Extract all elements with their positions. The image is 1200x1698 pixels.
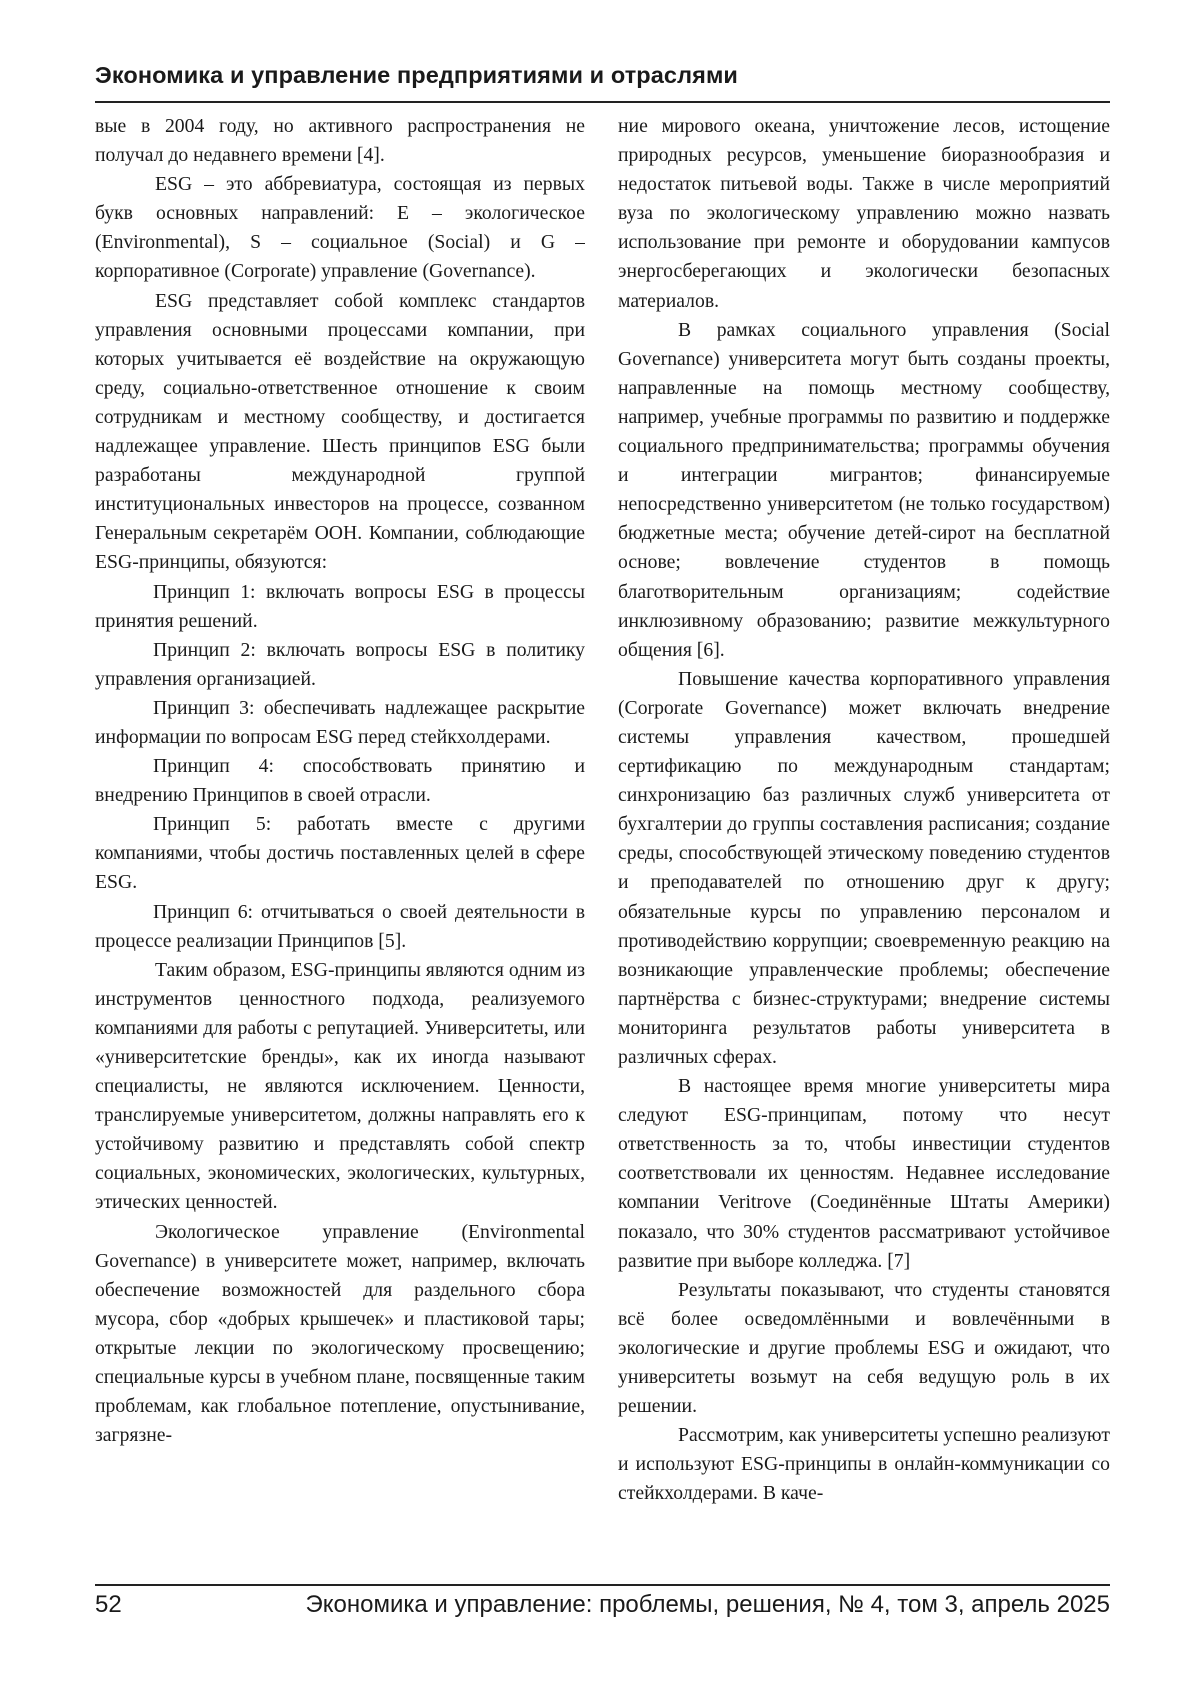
running-header: Экономика и управление предприятиями и отраслями — [95, 62, 738, 88]
principle-item: Принцип 6: отчитываться о своей деятельности в процессе реализации Принципов [5]. — [95, 900, 585, 952]
paragraph: вые в 2004 году, но активного распространения не получал до недавнего времени [4]. — [95, 115, 585, 167]
paragraph: В рамках социального управления (Social Governance) университета могут быть созданы проекты, направленные на помощь местному сообществу, например, учебные программы по развитию и поддержке социального предпринимательства; программы обучения и интеграции мигрантов; финансируемые непосредственно университетом (не только государством) бюджетные места; обучение детей-сирот на бесплатной основе; вовлечение студентов в помощь благотворительным организациям; содействие инклюзивному образованию; развитие межкультурного общения [6]. — [618, 318, 1110, 661]
journal-citation: Экономика и управление: проблемы, решения, № 4, том 3, апрель 2025 — [305, 1591, 1110, 1618]
principle-item: Принцип 2: включать вопросы ESG в политику управления организацией. — [95, 638, 585, 690]
principle-item: Принцип 3: обеспечивать надлежащее раскрытие информации по вопросам ESG перед стейкхолдерами. — [95, 696, 585, 748]
left-column — [95, 112, 585, 1557]
paragraph: Рассмотрим, как университеты успешно реализуют и используют ESG-принципы в онлайн-коммуникации со стейкхолдерами. В каче- — [618, 1424, 1110, 1505]
principle-item: Принцип 5: работать вместе с другими компаниями, чтобы достичь поставленных целей в сфере ESG. — [95, 813, 585, 894]
paragraph: Таким образом, ESG-принципы являются одним из инструментов ценностного подхода, реализуемого компаниями для работы с репутацией. Университеты, или «университетские бренды», как их иногда называют специалисты, не являются исключением. Ценности, транслируемые университетом, должны направлять его к устойчивому развитию и представлять собой спектр социальных, экономических, экологических, культурных, этических ценностей. — [95, 958, 585, 1214]
paragraph: ESG представляет собой комплекс стандартов управления основными процессами компании, при которых учитывается её воздействие на окружающую среду, социально-ответственное отношение к своим сотрудникам и местному сообществу, и достигается надлежащее управление. Шесть принципов ESG были разработаны международной группой институциональных инвесторов на процессе, созванном Генеральным секретарём ООН. Компании, соблюдающие ESG-принципы, обязуются: — [95, 289, 585, 574]
paragraph: Повышение качества корпоративного управления (Corporate Governance) может включать внедрение системы управления качеством, прошедшей сертификацию по международным стандартам; синхронизацию баз различных служб университета от бухгалтерии до группы составления расписания; создание среды, способствующей этическому поведению студентов и преподавателей по отношению друг к другу; обязательные курсы по управлению персоналом и противодействию коррупции; своевременную реакцию на возникающие управленческие проблемы; обеспечение партнёрства с бизнес-структурами; внедрение системы мониторинга результатов работы университета в различных сферах. — [618, 667, 1110, 1068]
principle-item: Принцип 4: способствовать принятию и внедрению Принципов в своей отрасли. — [95, 755, 585, 807]
paragraph: ние мирового океана, уничтожение лесов, истощение природных ресурсов, уменьшение биоразнообразия и недостаток питьевой воды. Также в числе мероприятий вуза по экологическому управлению можно назвать использование при ремонте и оборудовании кампусов энергосберегающих и экологически безопасных материалов. — [618, 115, 1110, 312]
paragraph: Экологическое управление (Environmental Governance) в университете может, например, включать обеспечение возможностей для раздельного сбора мусора, сбор «добрых крышечек» и пластиковой тары; открытые лекции по экологическому просвещению; специальные курсы в учебном плане, посвященные таким проблемам, как глобальное потепление, опустынивание, загрязне- — [95, 1220, 585, 1447]
paragraph: Результаты показывают, что студенты становятся всё более осведомлёнными и вовлечёнными в экологические и другие проблемы ESG и ожидают, что университеты возьмут на себя ведущую роль в их решении. — [618, 1278, 1110, 1418]
principle-item: Принцип 1: включать вопросы ESG в процессы принятия решений. — [95, 580, 585, 632]
right-column — [618, 112, 1110, 1557]
footer-rule — [95, 1584, 1110, 1586]
paragraph: В настоящее время многие университеты мира следуют ESG-принципам, потому что несут ответственность за то, чтобы инвестиции студентов соответствовали их ценностям. Недавнее исследование компании Veritrove (Соединённые Штаты Америки) показало, что 30% студентов рассматривают устойчивое развитие при выборе колледжа. [7] — [618, 1075, 1110, 1272]
page-number: 52 — [95, 1591, 122, 1618]
paragraph: ESG – это аббревиатура, состоящая из первых букв основных направлений: E – экологическое (Environmental), S – социальное (Social) и G – корпоративное (Corporate) управление (Governance). — [95, 173, 585, 283]
header-rule — [95, 101, 1110, 103]
